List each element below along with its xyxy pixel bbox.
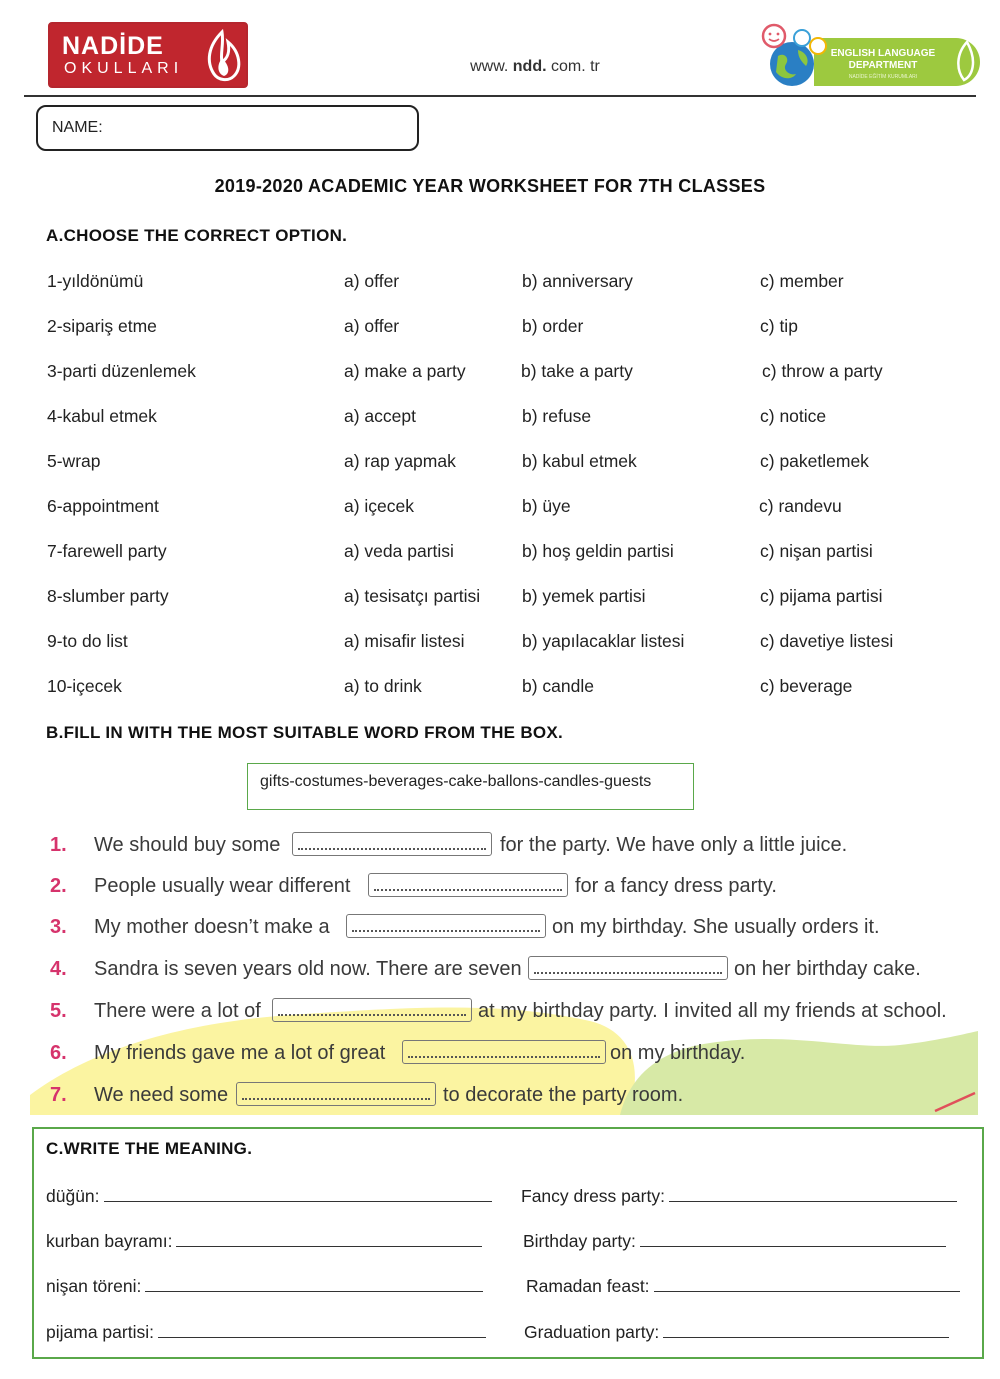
answer-blank[interactable] (402, 1040, 606, 1064)
meaning-label: düğün: (46, 1186, 100, 1206)
option-a[interactable]: a) make a party (344, 361, 466, 381)
school-logo-sub: OKULLARI (64, 60, 184, 77)
answer-blank[interactable] (292, 832, 492, 856)
meaning-item (46, 1230, 482, 1252)
question-text: 8-slumber party (47, 586, 169, 606)
item-number: 5. (50, 1000, 67, 1022)
answer-line[interactable] (663, 1321, 949, 1338)
item-text-before: People usually wear different (94, 875, 351, 897)
option-b[interactable]: b) hoş geldin partisi (522, 541, 674, 561)
website-url[interactable] (430, 58, 640, 76)
item-text-before: We need some (94, 1084, 229, 1106)
section-a-title: A.CHOOSE THE CORRECT OPTION. (46, 226, 348, 245)
meaning-item (526, 1275, 960, 1297)
answer-line[interactable] (640, 1230, 946, 1247)
fill-in-exercise (30, 825, 978, 1115)
option-a[interactable]: a) to drink (344, 676, 422, 696)
option-c[interactable]: c) tip (760, 316, 798, 336)
meaning-label: Ramadan feast: (526, 1276, 650, 1296)
answer-blank[interactable] (368, 873, 568, 897)
item-number: 6. (50, 1042, 67, 1064)
option-c[interactable]: c) throw a party (762, 361, 883, 381)
section-c-title: C.WRITE THE MEANING. (46, 1139, 253, 1158)
question-row (0, 361, 1000, 385)
item-text-after: to decorate the party room. (443, 1084, 684, 1106)
meaning-label: pijama partisi: (46, 1322, 154, 1342)
option-c[interactable]: c) beverage (760, 676, 853, 696)
item-number: 1. (50, 834, 67, 856)
question-row (0, 406, 1000, 430)
option-c[interactable]: c) davetiye listesi (760, 631, 894, 651)
question-text: 1-yıldönümü (47, 271, 144, 291)
item-text-after: on my birthday. She usually orders it. (552, 916, 880, 938)
flame-icon (200, 28, 244, 84)
meaning-item (46, 1185, 492, 1207)
name-label: NAME: (52, 119, 103, 136)
question-text: 5-wrap (47, 451, 101, 471)
item-text-before: There were a lot of (94, 1000, 261, 1022)
item-number: 3. (50, 916, 67, 938)
meaning-label: kurban bayramı: (46, 1231, 173, 1251)
item-text-before: We should buy some (94, 834, 281, 856)
option-c[interactable]: c) paketlemek (760, 451, 869, 471)
answer-line[interactable] (158, 1321, 486, 1338)
department-line1: ENGLISH LANGUAGE (830, 48, 936, 59)
answer-blank[interactable] (236, 1082, 436, 1106)
meaning-label: Fancy dress party: (521, 1186, 665, 1206)
website-domain: ndd. (512, 58, 547, 75)
question-row (0, 541, 1000, 565)
meaning-item (46, 1275, 483, 1297)
question-text: 2-sipariş etme (47, 316, 157, 336)
meaning-item (46, 1321, 486, 1343)
leaf-icon (954, 40, 980, 84)
answer-line[interactable] (145, 1275, 483, 1292)
option-b[interactable]: b) yapılacaklar listesi (522, 631, 685, 651)
item-text-after: on my birthday. (610, 1042, 746, 1064)
answer-line[interactable] (654, 1275, 960, 1292)
option-a[interactable]: a) misafir listesi (344, 631, 465, 651)
website-suffix: com. tr (546, 58, 600, 75)
answer-line[interactable] (669, 1185, 957, 1202)
meaning-label: Birthday party: (523, 1231, 636, 1251)
option-b[interactable]: b) refuse (522, 406, 592, 426)
option-a[interactable]: a) tesisatçı partisi (344, 586, 481, 606)
word-box-text: gifts-costumes-beverages-cake-ballons-candles-guests (260, 773, 652, 790)
question-row (0, 316, 1000, 340)
question-text: 4-kabul etmek (47, 406, 157, 426)
item-text-before: Sandra is seven years old now. There are seven (94, 958, 522, 980)
question-row (0, 676, 1000, 700)
question-text: 7-farewell party (47, 541, 167, 561)
item-number: 7. (50, 1084, 67, 1106)
section-c-box (32, 1127, 984, 1359)
department-title (824, 48, 942, 72)
website-prefix: www. (470, 58, 509, 75)
question-text: 6-appointment (47, 496, 159, 516)
option-a[interactable]: a) offer (344, 271, 400, 291)
option-b[interactable]: b) candle (522, 676, 594, 696)
option-c[interactable]: c) nişan partisi (760, 541, 873, 561)
department-small: NADİDE EĞİTİM KURUMLARI (848, 74, 918, 80)
item-number: 2. (50, 875, 67, 897)
meaning-item (524, 1321, 949, 1343)
section-b-title: B.FILL IN WITH THE MOST SUITABLE WORD FROM THE BOX. (46, 723, 564, 742)
option-b[interactable]: b) anniversary (522, 271, 633, 291)
question-row (0, 631, 1000, 655)
question-row (0, 586, 1000, 610)
item-number: 4. (50, 958, 67, 980)
answer-blank[interactable] (272, 998, 472, 1022)
item-text-before: My friends gave me a lot of great (94, 1042, 386, 1064)
option-c[interactable]: c) member (760, 271, 844, 291)
option-b[interactable]: b) order (522, 316, 584, 336)
department-logo (752, 22, 980, 90)
answer-line[interactable] (104, 1185, 492, 1202)
school-logo-name: NADİDE (62, 32, 164, 60)
option-a[interactable]: a) accept (344, 406, 416, 426)
item-text-after: for the party. We have only a little juice. (500, 834, 848, 856)
question-text: 9-to do list (47, 631, 128, 651)
school-logo (48, 22, 248, 88)
option-b[interactable]: b) take a party (521, 361, 633, 381)
option-a[interactable]: a) veda partisi (344, 541, 454, 561)
question-text: 10-içecek (47, 676, 122, 696)
word-box (247, 763, 694, 810)
option-a[interactable]: a) rap yapmak (344, 451, 456, 471)
option-c[interactable]: c) notice (760, 406, 827, 426)
meaning-label: Graduation party: (524, 1322, 660, 1342)
option-a[interactable]: a) offer (344, 316, 400, 336)
question-row (0, 271, 1000, 295)
answer-line[interactable] (176, 1230, 482, 1247)
item-text-after: for a fancy dress party. (575, 875, 777, 897)
option-b[interactable]: b) üye (522, 496, 571, 516)
answer-blank[interactable] (528, 956, 728, 980)
question-row (0, 451, 1000, 475)
item-text-after: on her birthday cake. (734, 958, 921, 980)
option-b[interactable]: b) yemek partisi (522, 586, 646, 606)
department-line2: DEPARTMENT (848, 60, 918, 71)
option-b[interactable]: b) kabul etmek (522, 451, 637, 471)
item-text-before: My mother doesn’t make a (94, 916, 330, 938)
question-text: 3-parti düzenlemek (47, 361, 196, 381)
page-title: 2019-2020 ACADEMIC YEAR WORKSHEET FOR 7TH CLASSES (214, 176, 766, 196)
meaning-item (523, 1230, 946, 1252)
option-c[interactable]: c) pijama partisi (760, 586, 883, 606)
answer-blank[interactable] (346, 914, 546, 938)
option-c[interactable]: c) randevu (759, 496, 842, 516)
question-row (0, 496, 1000, 520)
item-text-after: at my birthday party. I invited all my friends at school. (478, 1000, 947, 1022)
meaning-item (521, 1185, 957, 1207)
header-divider (24, 95, 976, 97)
meaning-label: nişan töreni: (46, 1276, 142, 1296)
option-a[interactable]: a) içecek (344, 496, 415, 516)
name-field[interactable] (36, 105, 419, 151)
